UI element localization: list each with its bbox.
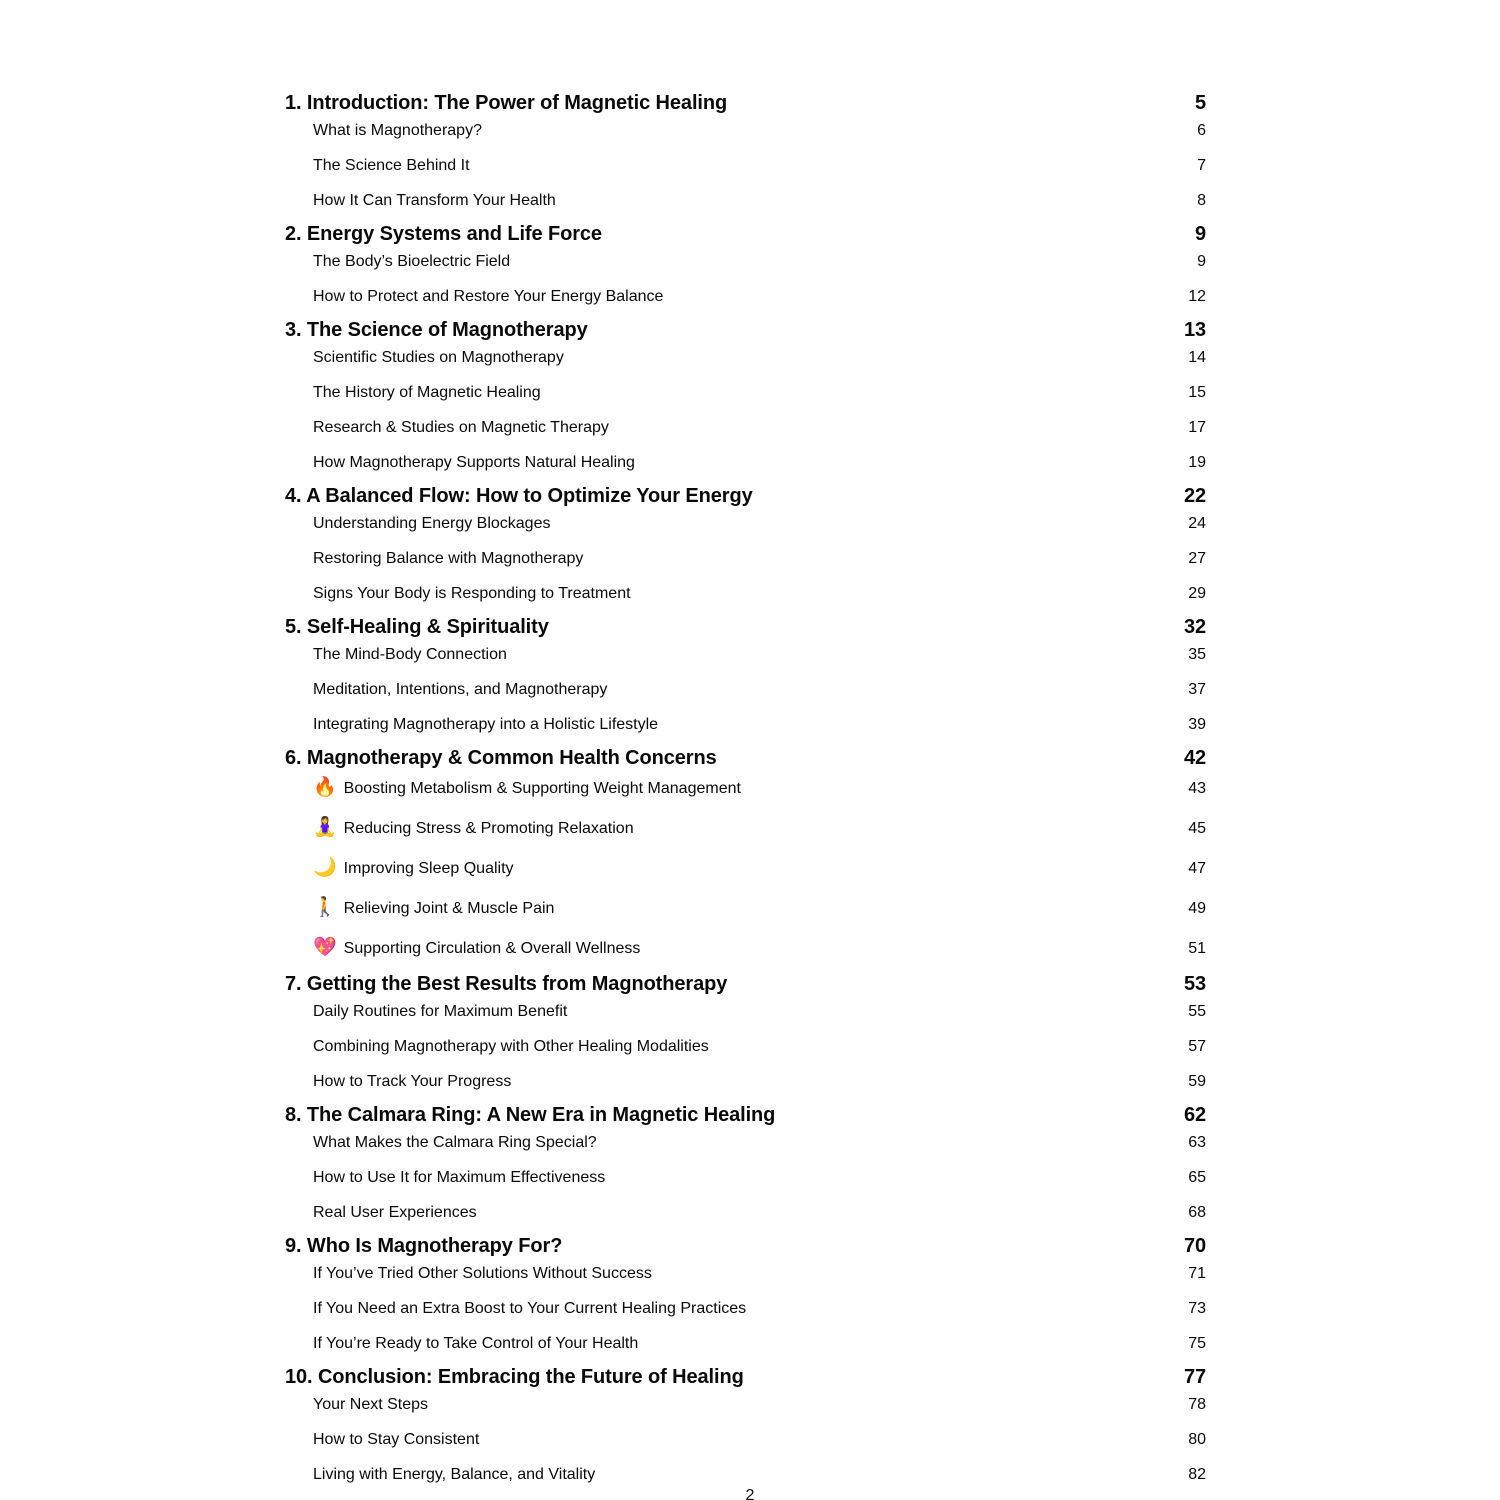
toc-item [313,1395,1206,1414]
toc-item-label: Real User Experiences [313,1204,477,1221]
toc-item-label-wrap [313,383,541,402]
fire-icon: 🔥 [313,777,337,798]
toc-item [313,1168,1206,1187]
toc-item-label-wrap [313,645,507,664]
toc-item [313,645,1206,664]
toc-item-label-wrap [313,776,741,800]
toc-item-label: Combining Magnotherapy with Other Healing Modalities [313,1038,709,1055]
toc-chapter-heading [285,615,1206,639]
toc-item-label-wrap [313,252,510,271]
toc-item-page: 57 [1188,1038,1206,1055]
toc-item-label-wrap [313,1334,638,1353]
toc-item-label: Living with Energy, Balance, and Vitality [313,1466,596,1483]
toc-item-label-wrap [313,418,609,437]
toc-item-label: The Mind-Body Connection [313,646,507,663]
toc-item-label: What Makes the Calmara Ring Special? [313,1134,597,1151]
toc-item-page: 49 [1188,900,1206,917]
toc-item-label: Supporting Circulation & Overall Wellness [343,940,641,957]
toc-item-label: How to Track Your Progress [313,1073,512,1090]
toc-chapter [285,484,1206,603]
toc-item [313,121,1206,140]
toc-item [313,156,1206,175]
toc-item [313,514,1206,533]
toc-item-label: Reducing Stress & Promoting Relaxation [343,820,634,837]
toc-item-label-wrap [313,896,554,920]
toc-chapter-heading [285,1103,1206,1127]
toc-chapter-heading [285,91,1206,115]
toc-chapter-page: 42 [1183,747,1206,769]
meditating-person-icon: 🧘‍♀️ [313,817,337,838]
toc-chapter-page: 9 [1194,223,1206,245]
toc-chapter-page: 5 [1194,92,1206,114]
toc-item-label-wrap [313,1465,595,1484]
toc-item [313,453,1206,472]
toc-item-page: 55 [1188,1003,1206,1020]
toc-item-page: 63 [1188,1134,1206,1151]
toc-item-label-wrap [313,1264,652,1283]
toc-item-label-wrap [313,1430,479,1449]
toc-item-page: 82 [1188,1466,1206,1483]
toc-item-label: How Magnotherapy Supports Natural Healing [313,454,635,471]
footer-page-number: 2 [745,1487,755,1500]
toc-item-page: 73 [1188,1300,1206,1317]
toc-item-label-wrap [313,1002,567,1021]
toc-item [313,896,1206,920]
toc-item [313,1002,1206,1021]
toc-item-label: Improving Sleep Quality [343,860,514,877]
toc-item-label: Research & Studies on Magnetic Therapy [313,419,609,436]
toc-list [285,91,1206,1484]
toc-item-label: If You’re Ready to Take Control of Your Health [313,1335,639,1352]
toc-chapter [285,222,1206,306]
toc-item-page: 80 [1188,1431,1206,1448]
toc-chapter-title: 7. Getting the Best Results from Magnotherapy [285,973,728,995]
toc-item-label-wrap [313,1072,511,1091]
toc-chapter-title: 2. Energy Systems and Life Force [285,223,602,245]
toc-item-page: 75 [1188,1335,1206,1352]
toc-item [313,287,1206,306]
toc-chapter-title: 5. Self-Healing & Spirituality [285,616,549,638]
toc-chapter-title: 6. Magnotherapy & Common Health Concerns [285,747,717,769]
toc-item [313,1334,1206,1353]
toc-chapter-heading [285,484,1206,508]
toc-chapter-heading [285,1234,1206,1258]
toc-item-page: 27 [1188,550,1206,567]
toc-item [313,383,1206,402]
toc-item [313,549,1206,568]
toc-item [313,1072,1206,1091]
toc-item-label: If You’ve Tried Other Solutions Without Success [313,1265,652,1282]
toc-item-label: The Body’s Bioelectric Field [313,253,511,270]
toc-item-page: 71 [1188,1265,1206,1282]
toc-chapter-heading [285,222,1206,246]
toc-item-page: 29 [1188,585,1206,602]
toc-item-page: 12 [1188,288,1206,305]
toc-item-label: The Science Behind It [313,157,470,174]
toc-chapter-page: 70 [1183,1235,1206,1257]
toc-item-label: How to Stay Consistent [313,1431,480,1448]
toc-item-label: If You Need an Extra Boost to Your Current Healing Practices [313,1300,747,1317]
toc-item-label-wrap [313,680,607,699]
toc-chapter [285,1365,1206,1484]
toc-item-page: 24 [1188,515,1206,532]
toc-item-page: 39 [1188,716,1206,733]
toc-item-label-wrap [313,856,514,880]
toc-chapter-heading [285,318,1206,342]
toc-item-page: 45 [1188,820,1206,837]
toc-item-label-wrap [313,549,583,568]
toc-item-page: 59 [1188,1073,1206,1090]
toc-chapter [285,615,1206,734]
toc-item-page: 9 [1197,253,1206,270]
toc-item-page: 6 [1197,122,1206,139]
toc-item-page: 51 [1188,940,1206,957]
toc-item-label-wrap [313,1299,746,1318]
toc-item-label: Relieving Joint & Muscle Pain [343,900,555,917]
toc-item-page: 37 [1188,681,1206,698]
toc-item-label: Boosting Metabolism & Supporting Weight Management [343,780,741,797]
toc-item-label-wrap [313,514,550,533]
toc-item [313,1133,1206,1152]
toc-item-label-wrap [313,816,634,840]
toc-chapter-heading [285,746,1206,770]
toc-item [313,584,1206,603]
toc-item [313,1465,1206,1484]
toc-item-label-wrap [313,715,658,734]
toc-item [313,936,1206,960]
toc-chapter [285,318,1206,472]
toc-item-label-wrap [313,1037,709,1056]
toc-item [313,776,1206,800]
toc-item-label-wrap [313,1168,605,1187]
toc-item [313,1203,1206,1222]
toc-item-page: 65 [1188,1169,1206,1186]
toc-item-label: Understanding Energy Blockages [313,515,551,532]
toc-chapter-title: 10. Conclusion: Embracing the Future of Healing [285,1366,744,1388]
toc-item-label: Integrating Magnotherapy into a Holistic Lifestyle [313,716,659,733]
toc-item-label: Restoring Balance with Magnotherapy [313,550,584,567]
toc-item-label-wrap [313,453,635,472]
toc-chapter-page: 53 [1183,973,1206,995]
sparkling-heart-icon: 💖 [313,937,337,958]
toc-item [313,1299,1206,1318]
toc-item-label: What is Magnotherapy? [313,122,482,139]
toc-item [313,715,1206,734]
toc-chapter-page: 77 [1183,1366,1206,1388]
toc-item-label: How to Protect and Restore Your Energy Balance [313,288,664,305]
toc-item-page: 35 [1188,646,1206,663]
toc-item-label: The History of Magnetic Healing [313,384,541,401]
toc-item [313,252,1206,271]
toc-chapter-title: 8. The Calmara Ring: A New Era in Magnetic Healing [285,1104,776,1126]
toc-item-label-wrap [313,1133,597,1152]
toc-item-page: 15 [1188,384,1206,401]
toc-chapter-page: 62 [1183,1104,1206,1126]
crescent-moon-icon: 🌙 [313,857,337,878]
toc-item-page: 47 [1188,860,1206,877]
toc-item-label-wrap [313,1203,477,1222]
toc-item-label-wrap [313,121,482,140]
toc-item-page: 8 [1197,192,1206,209]
toc-item-label-wrap [313,156,470,175]
toc-item-label: Scientific Studies on Magnotherapy [313,349,564,366]
toc-item-label: How It Can Transform Your Health [313,192,556,209]
toc-item [313,1037,1206,1056]
toc-item-label: Signs Your Body is Responding to Treatment [313,585,631,602]
toc-chapter [285,1234,1206,1353]
toc-item-page: 14 [1188,349,1206,366]
toc-chapter-title: 4. A Balanced Flow: How to Optimize Your Energy [285,485,753,507]
toc-item-label: Meditation, Intentions, and Magnotherapy [313,681,608,698]
toc-item-label-wrap [313,1395,428,1414]
toc-item-label-wrap [313,936,640,960]
toc-item-page: 7 [1197,157,1206,174]
toc-item-page: 68 [1188,1204,1206,1221]
toc-chapter [285,972,1206,1091]
toc-item-label: How to Use It for Maximum Effectiveness [313,1169,606,1186]
toc-chapter-title: 3. The Science of Magnotherapy [285,319,588,341]
toc-item [313,418,1206,437]
toc-item [313,856,1206,880]
toc-chapter [285,91,1206,210]
toc-chapter-page: 13 [1183,319,1206,341]
toc-item [313,191,1206,210]
toc-item [313,680,1206,699]
toc-item-label-wrap [313,287,663,306]
toc-item-page: 17 [1188,419,1206,436]
toc-item-page: 78 [1188,1396,1206,1413]
toc-item [313,1264,1206,1283]
toc-chapter [285,1103,1206,1222]
toc-chapter-page: 22 [1183,485,1206,507]
toc-chapter-heading [285,1365,1206,1389]
toc-chapter-page: 32 [1183,616,1206,638]
toc-item-page: 19 [1188,454,1206,471]
toc-item-page: 43 [1188,780,1206,797]
toc-chapter-title: 1. Introduction: The Power of Magnetic Healing [285,92,728,114]
toc-item-label-wrap [313,191,556,210]
toc-item-label-wrap [313,584,631,603]
toc-item-label: Daily Routines for Maximum Benefit [313,1003,568,1020]
toc-item-label-wrap [313,348,564,367]
toc-chapter-title: 9. Who Is Magnotherapy For? [285,1235,563,1257]
walking-person-icon: 🚶 [313,897,337,918]
toc-chapter [285,746,1206,960]
toc-item [313,348,1206,367]
toc-item-label: Your Next Steps [313,1396,429,1413]
toc-item [313,1430,1206,1449]
toc-item [313,816,1206,840]
toc-chapter-heading [285,972,1206,996]
